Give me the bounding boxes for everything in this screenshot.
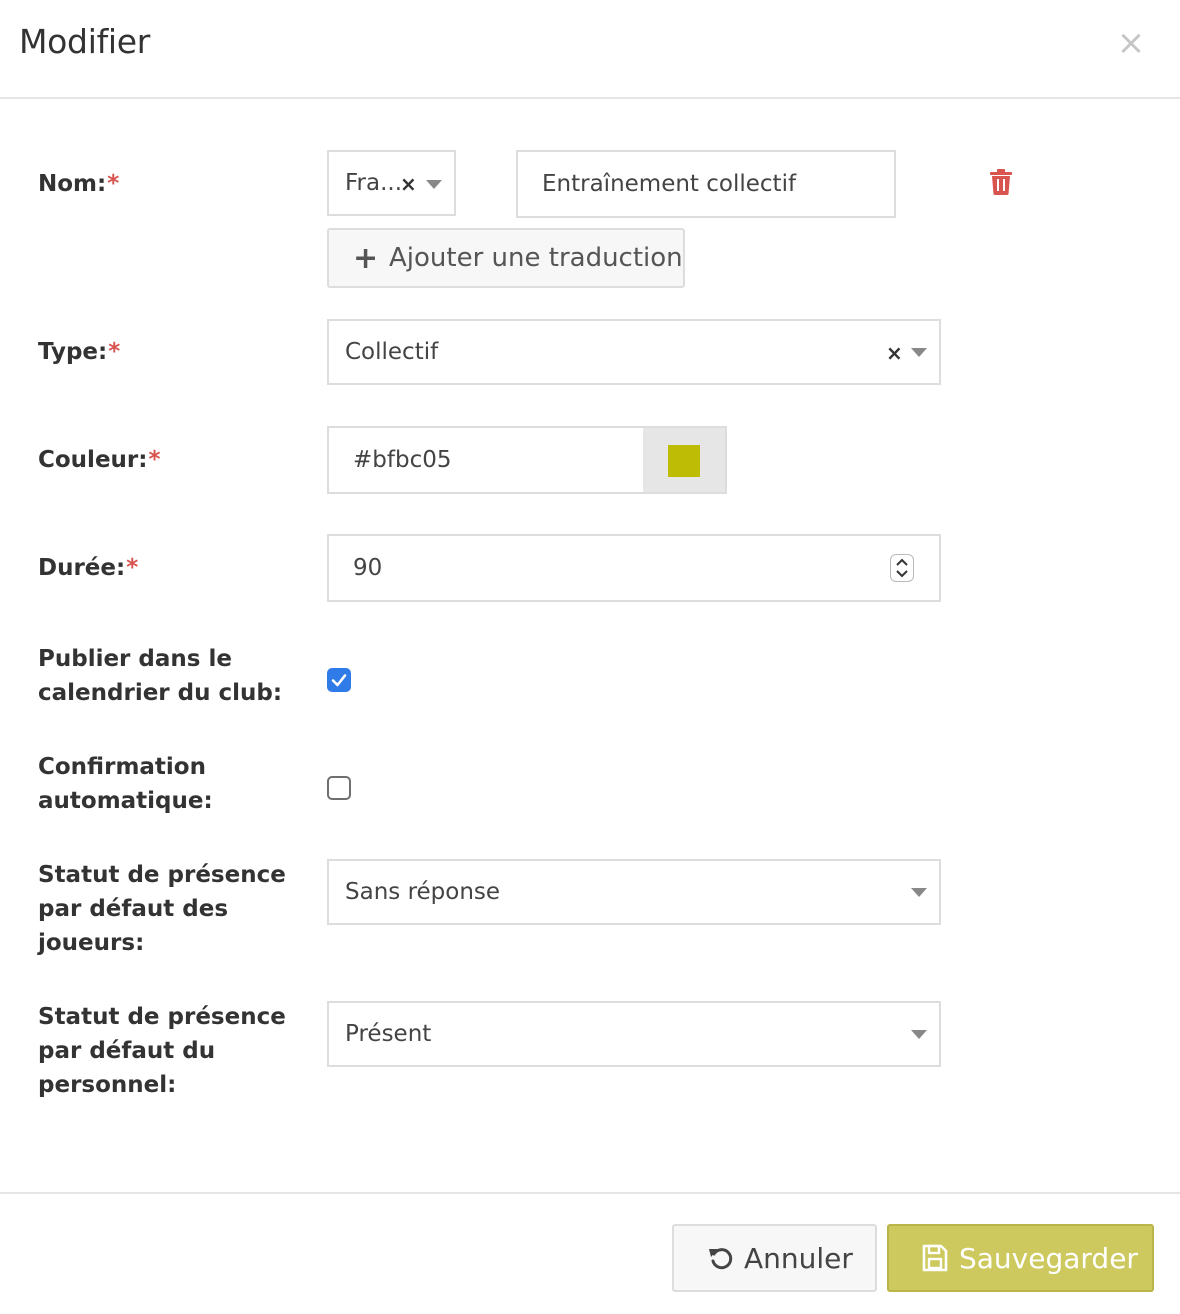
duree-label: Durée:* [38, 555, 139, 581]
couleur-label: Couleur:* [38, 447, 161, 473]
type-select-value: Collectif [345, 339, 439, 365]
close-icon[interactable]: × [1116, 23, 1146, 63]
add-translation-button[interactable] [327, 228, 685, 288]
required-mark: * [108, 339, 121, 365]
save-button[interactable] [887, 1224, 1154, 1292]
player-status-value: Sans réponse [345, 879, 501, 905]
staff-status-value: Présent [345, 1021, 432, 1047]
type-select[interactable] [327, 319, 941, 385]
color-input-value: #bfbc05 [353, 447, 452, 473]
name-input-value: Entraînement collectif [542, 171, 797, 197]
cancel-button[interactable] [672, 1224, 877, 1292]
type-label: Type:* [38, 339, 121, 365]
undo-icon [708, 1245, 734, 1271]
language-select-value: Fra... [345, 170, 403, 196]
staff-status-select[interactable] [327, 1001, 941, 1067]
nom-label: Nom:* [38, 171, 120, 197]
required-mark: * [126, 555, 139, 581]
add-translation-label: Ajouter une traduction [389, 243, 683, 273]
statut-personnel-label: Statut de présence par défaut du personnel: [38, 1004, 286, 1098]
chevron-down-icon [911, 1030, 927, 1039]
publish-calendar-checkbox[interactable] [327, 668, 351, 692]
chevron-down-icon [911, 348, 927, 357]
plus-icon: + [353, 240, 379, 276]
number-stepper[interactable] [890, 554, 914, 582]
chevron-down-icon [426, 180, 442, 189]
type-clear-icon[interactable]: × [886, 341, 903, 365]
footer-divider [0, 1192, 1180, 1194]
auto-confirmation-checkbox[interactable] [327, 776, 351, 800]
floppy-disk-icon [922, 1244, 948, 1272]
header-divider [0, 97, 1180, 99]
required-mark: * [107, 171, 120, 197]
color-swatch [668, 445, 700, 477]
confirmation-label: Confirmation automatique: [38, 754, 213, 814]
save-label: Sauvegarder [959, 1241, 1138, 1275]
modal-title: Modifier [19, 22, 151, 61]
duration-input-value: 90 [353, 555, 383, 581]
name-input[interactable] [516, 150, 896, 218]
required-mark: * [148, 447, 161, 473]
trash-icon[interactable] [989, 168, 1013, 196]
language-select[interactable] [327, 150, 456, 216]
language-clear-icon[interactable]: × [400, 172, 417, 196]
color-input[interactable] [327, 426, 645, 494]
publier-label: Publier dans le calendrier du club: [38, 646, 283, 706]
color-picker-button[interactable] [643, 426, 727, 494]
player-status-select[interactable] [327, 859, 941, 925]
chevron-down-icon [911, 888, 927, 897]
cancel-label: Annuler [744, 1241, 853, 1275]
statut-joueurs-label: Statut de présence par défaut des joueurs: [38, 862, 286, 956]
checkmark-icon [327, 668, 351, 692]
duration-input[interactable] [327, 534, 941, 602]
